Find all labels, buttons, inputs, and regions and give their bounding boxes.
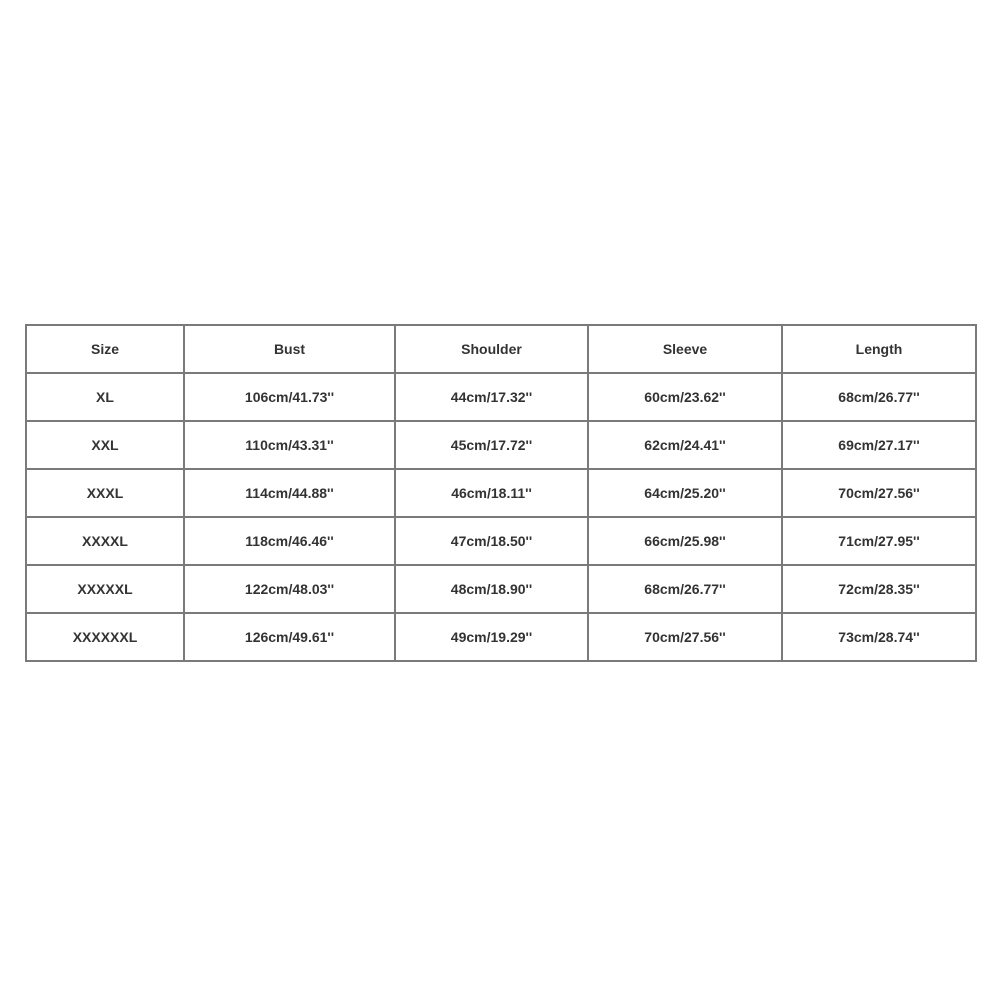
table-row [26,613,976,661]
cell-bust: 110cm/43.31'' [184,421,395,469]
cell-length: 71cm/27.95'' [782,517,976,565]
table-row [26,517,976,565]
cell-length: 72cm/28.35'' [782,565,976,613]
cell-bust: 118cm/46.46'' [184,517,395,565]
cell-length: 68cm/26.77'' [782,373,976,421]
cell-sleeve: 70cm/27.56'' [588,613,782,661]
cell-shoulder: 45cm/17.72'' [395,421,588,469]
table-row [26,421,976,469]
cell-size: XXXL [26,469,184,517]
table-row [26,565,976,613]
cell-shoulder: 46cm/18.11'' [395,469,588,517]
cell-bust: 126cm/49.61'' [184,613,395,661]
cell-size: XXXXXXL [26,613,184,661]
cell-size: XXXXXL [26,565,184,613]
table-row [26,373,976,421]
header-size: Size [26,325,184,373]
table-header-row [26,325,976,373]
header-length: Length [782,325,976,373]
size-chart-table [25,324,977,662]
cell-length: 69cm/27.17'' [782,421,976,469]
cell-size: XL [26,373,184,421]
cell-bust: 114cm/44.88'' [184,469,395,517]
cell-shoulder: 44cm/17.32'' [395,373,588,421]
cell-bust: 106cm/41.73'' [184,373,395,421]
cell-sleeve: 66cm/25.98'' [588,517,782,565]
header-bust: Bust [184,325,395,373]
cell-shoulder: 48cm/18.90'' [395,565,588,613]
cell-sleeve: 68cm/26.77'' [588,565,782,613]
cell-shoulder: 49cm/19.29'' [395,613,588,661]
cell-sleeve: 60cm/23.62'' [588,373,782,421]
cell-length: 70cm/27.56'' [782,469,976,517]
cell-sleeve: 62cm/24.41'' [588,421,782,469]
cell-size: XXXXL [26,517,184,565]
header-sleeve: Sleeve [588,325,782,373]
header-shoulder: Shoulder [395,325,588,373]
cell-sleeve: 64cm/25.20'' [588,469,782,517]
cell-shoulder: 47cm/18.50'' [395,517,588,565]
cell-bust: 122cm/48.03'' [184,565,395,613]
cell-length: 73cm/28.74'' [782,613,976,661]
cell-size: XXL [26,421,184,469]
table-row [26,469,976,517]
